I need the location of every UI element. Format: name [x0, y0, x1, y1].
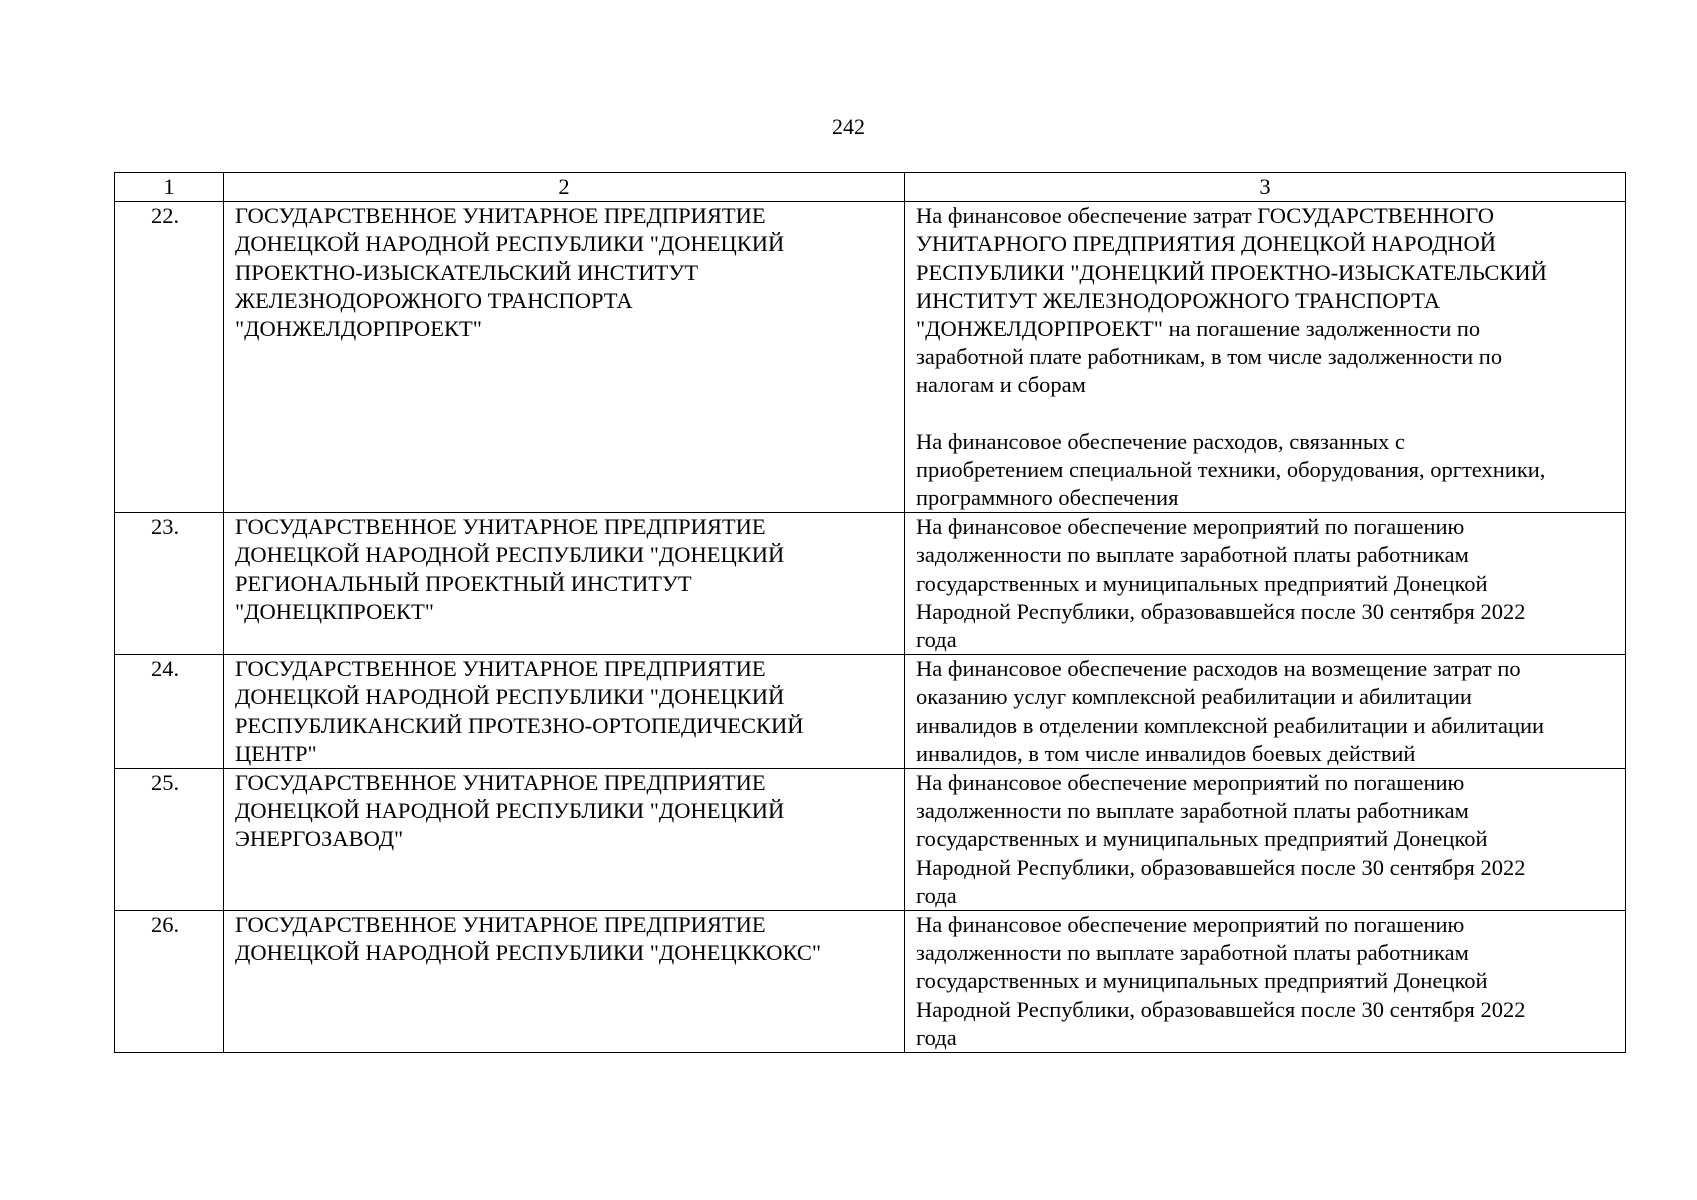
organization-line: ГОСУДАРСТВЕННОЕ УНИТАРНОЕ ПРЕДПРИЯТИЕ [235, 203, 766, 229]
organization-cell [224, 202, 905, 513]
subsidy-table [114, 172, 1626, 1053]
purpose-line: На финансовое обеспечение мероприятий по погашению [916, 912, 1465, 938]
purpose-cell [905, 655, 1626, 769]
row-number: 23. [150, 514, 180, 540]
purpose-line: года [916, 882, 957, 908]
row-number: 26. [150, 912, 180, 938]
purpose-line: РЕСПУБЛИКИ "ДОНЕЦКИЙ ПРОЕКТНО-ИЗЫСКАТЕЛЬСКИЙ [916, 259, 1547, 285]
purpose-line: задолженности по выплате заработной платы работникам [916, 798, 1469, 824]
purpose-line: инвалидов, в том числе инвалидов боевых действий [916, 740, 1416, 766]
purpose-line: года [916, 627, 957, 653]
row-number-cell [115, 202, 224, 513]
table-header-row [115, 173, 1626, 202]
purpose-cell [905, 513, 1626, 655]
purpose-line: задолженности по выплате заработной платы работникам [916, 940, 1469, 966]
organization-cell [224, 655, 905, 769]
organization-line: РЕСПУБЛИКАНСКИЙ ПРОТЕЗНО-ОРТОПЕДИЧЕСКИЙ [235, 712, 804, 738]
organization-line: ДОНЕЦКОЙ НАРОДНОЙ РЕСПУБЛИКИ "ДОНЕЦКИЙ [235, 542, 785, 568]
organization-line: ГОСУДАРСТВЕННОЕ УНИТАРНОЕ ПРЕДПРИЯТИЕ [235, 656, 766, 682]
organization-line: ЖЕЛЕЗНОДОРОЖНОГО ТРАНСПОРТА [235, 287, 633, 313]
organization-line: ГОСУДАРСТВЕННОЕ УНИТАРНОЕ ПРЕДПРИЯТИЕ [235, 770, 766, 796]
page-number: 242 [832, 114, 865, 139]
organization-line: РЕГИОНАЛЬНЫЙ ПРОЕКТНЫЙ ИНСТИТУТ [235, 570, 692, 596]
purpose-line: государственных и муниципальных предприятий Донецкой [916, 968, 1488, 994]
table-row [115, 911, 1626, 1053]
organization-line: ДОНЕЦКОЙ НАРОДНОЙ РЕСПУБЛИКИ "ДОНЕЦКИЙ [235, 684, 785, 710]
organization-line: ЭНЕРГОЗАВОД" [235, 826, 404, 852]
purpose-line: приобретением специальной техники, оборудования, оргтехники, [916, 456, 1546, 482]
purpose-line: государственных и муниципальных предприятий Донецкой [916, 570, 1488, 596]
row-number-cell [115, 911, 224, 1053]
row-number-cell [115, 513, 224, 655]
table-row [115, 769, 1626, 911]
purpose-line: государственных и муниципальных предприятий Донецкой [916, 826, 1488, 852]
purpose-line: На финансовое обеспечение затрат ГОСУДАРСТВЕННОГО [916, 203, 1494, 229]
organization-line: ДОНЕЦКОЙ НАРОДНОЙ РЕСПУБЛИКИ "ДОНЕЦКИЙ [235, 231, 785, 257]
row-number-cell [115, 655, 224, 769]
organization-line: ПРОЕКТНО-ИЗЫСКАТЕЛЬСКИЙ ИНСТИТУТ [235, 259, 699, 285]
organization-line: "ДОНЕЦКПРОЕКТ" [235, 598, 434, 624]
row-number: 24. [150, 656, 180, 682]
row-number-cell [115, 769, 224, 911]
organization-cell [224, 769, 905, 911]
purpose-line: года [916, 1024, 957, 1050]
organization-line: ДОНЕЦКОЙ НАРОДНОЙ РЕСПУБЛИКИ "ДОНЕЦКИЙ [235, 798, 785, 824]
header-col-3: 3 [905, 173, 1626, 202]
organization-line: ДОНЕЦКОЙ НАРОДНОЙ РЕСПУБЛИКИ "ДОНЕЦККОКС" [235, 940, 822, 966]
purpose-line: Народной Республики, образовавшейся после 30 сентября 2022 [916, 598, 1526, 624]
organization-line: ЦЕНТР" [235, 740, 317, 766]
purpose-line: На финансовое обеспечение мероприятий по погашению [916, 514, 1465, 540]
header-col-2: 2 [224, 173, 905, 202]
table-row [115, 655, 1626, 769]
purpose-line: На финансовое обеспечение мероприятий по погашению [916, 770, 1465, 796]
paragraph-gap [916, 400, 1621, 428]
purpose-line: программного обеспечения [916, 485, 1179, 511]
purpose-line: Народной Республики, образовавшейся после 30 сентября 2022 [916, 854, 1526, 880]
organization-line: ГОСУДАРСТВЕННОЕ УНИТАРНОЕ ПРЕДПРИЯТИЕ [235, 514, 766, 540]
purpose-line: Народной Республики, образовавшейся после 30 сентября 2022 [916, 996, 1526, 1022]
purpose-line: налогам и сборам [916, 372, 1086, 398]
purpose-line: На финансовое обеспечение расходов на возмещение затрат по [916, 656, 1521, 682]
purpose-cell [905, 769, 1626, 911]
purpose-line: заработной плате работникам, в том числе задолженности по [916, 344, 1503, 370]
purpose-line: инвалидов в отделении комплексной реабилитации и абилитации [916, 712, 1545, 738]
table-row [115, 202, 1626, 513]
organization-line: "ДОНЖЕЛДОРПРОЕКТ" [235, 316, 482, 342]
purpose-line: задолженности по выплате заработной платы работникам [916, 542, 1469, 568]
purpose-line: оказанию услуг комплексной реабилитации и абилитации [916, 684, 1472, 710]
purpose-line: ИНСТИТУТ ЖЕЛЕЗНОДОРОЖНОГО ТРАНСПОРТА [916, 287, 1441, 313]
organization-cell [224, 513, 905, 655]
purpose-cell [905, 911, 1626, 1053]
header-col-1: 1 [115, 173, 224, 202]
organization-cell [224, 911, 905, 1053]
table-row [115, 513, 1626, 655]
purpose-line: УНИТАРНОГО ПРЕДПРИЯТИЯ ДОНЕЦКОЙ НАРОДНОЙ [916, 231, 1497, 257]
row-number: 22. [150, 203, 180, 229]
organization-line: ГОСУДАРСТВЕННОЕ УНИТАРНОЕ ПРЕДПРИЯТИЕ [235, 912, 766, 938]
row-number: 25. [150, 770, 180, 796]
purpose-cell [905, 202, 1626, 513]
purpose-line: "ДОНЖЕЛДОРПРОЕКТ" на погашение задолженности по [916, 316, 1481, 342]
purpose-line: На финансовое обеспечение расходов, связанных с [916, 428, 1405, 454]
